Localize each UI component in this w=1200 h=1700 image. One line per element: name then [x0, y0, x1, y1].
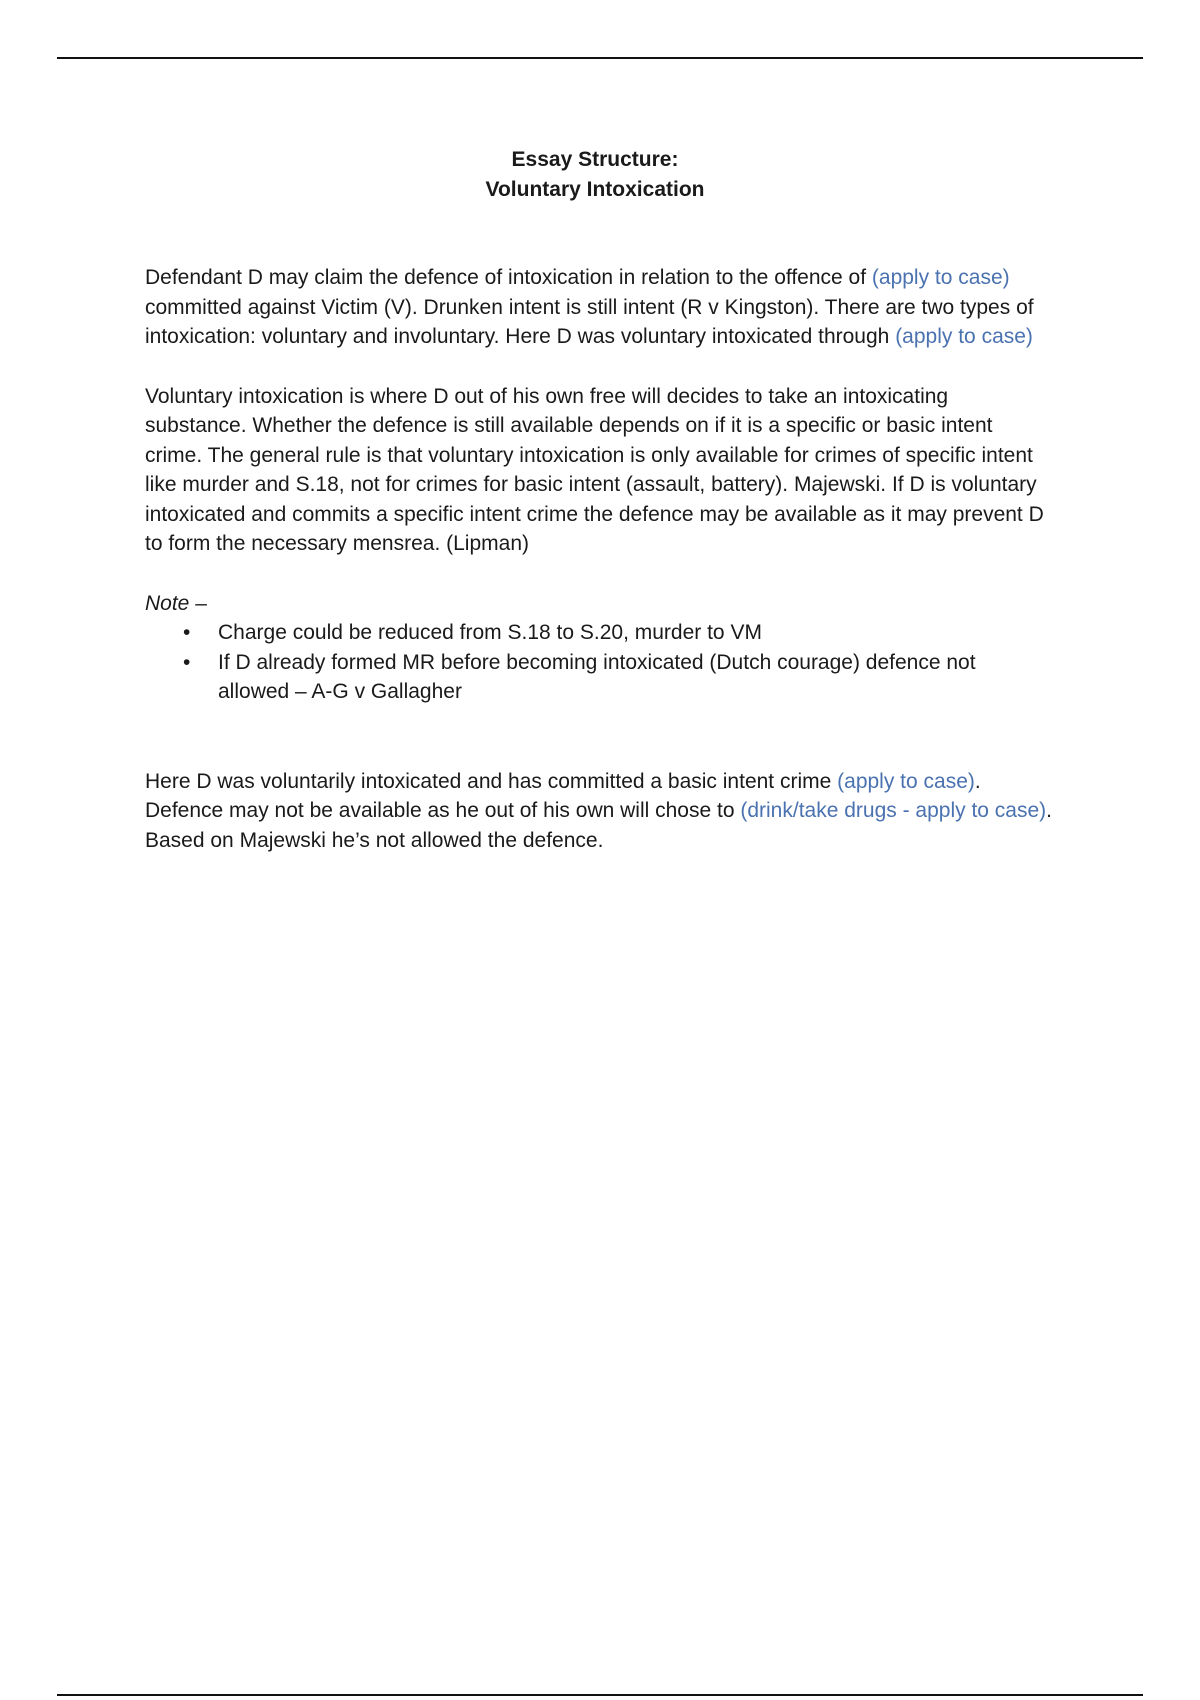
conclusion-text-2: . Defence may not be available as he out of his own will chose to — [145, 769, 981, 822]
intro-paragraph — [145, 263, 1055, 352]
bullet-icon: • — [183, 650, 191, 674]
note-label: Note – — [145, 591, 207, 615]
definition-paragraph: Voluntary intoxication is where D out of his own free will decides to take an intoxicating substance. Whether the defence is still available depends on if it is a specific or basic intent crime. The general rule is that voluntary intoxication is only available for crimes of specific intent like murder and S.18, not for crimes for basic intent (assault, battery). Majewski. If D is voluntary intoxicated and commits a specific intent crime the defence may be available as it may prevent D to form the necessary mensrea. (Lipman) — [145, 384, 1044, 555]
document-body — [145, 145, 1055, 855]
apply-to-case-placeholder: (apply to case) — [871, 266, 1010, 289]
intro-text-1: Defendant D may claim the defence of intoxication in relation to the offence of — [145, 266, 872, 289]
list-item — [145, 618, 1055, 648]
title-line-1: Essay Structure: — [511, 148, 679, 171]
apply-to-case-placeholder: (apply to case) — [895, 325, 1033, 348]
bullet-text: Charge could be reduced from S.18 to S.20, murder to VM — [218, 621, 762, 644]
conclusion-text-1: Here D was voluntarily intoxicated and has committed a basic intent crime — [145, 769, 838, 793]
intro-text-2: committed against Victim (V). Drunken intent is still intent (R v Kingston). There are two types of intoxication: voluntary and involuntary. Here D was voluntary intoxicated through — [145, 295, 1034, 348]
header-rule — [57, 57, 1143, 59]
apply-to-case-placeholder: (drink/take drugs - apply to case) — [740, 799, 1047, 822]
bullet-text: If D already formed MR before becoming intoxicated (Dutch courage) defence not allowed – A-G v Gallagher — [218, 650, 976, 703]
apply-to-case-placeholder: (apply to case) — [837, 769, 975, 793]
conclusion-paragraph — [145, 767, 1055, 856]
conclusion-text-3: . Based on Majewski he’s not allowed the defence. — [145, 799, 1052, 852]
list-item — [145, 648, 1055, 707]
note-bullet-list — [145, 618, 1055, 707]
bullet-icon: • — [183, 621, 191, 644]
footer-rule — [57, 1694, 1143, 1696]
title-line-2: Voluntary Intoxication — [485, 178, 705, 201]
document-title — [135, 145, 1055, 205]
